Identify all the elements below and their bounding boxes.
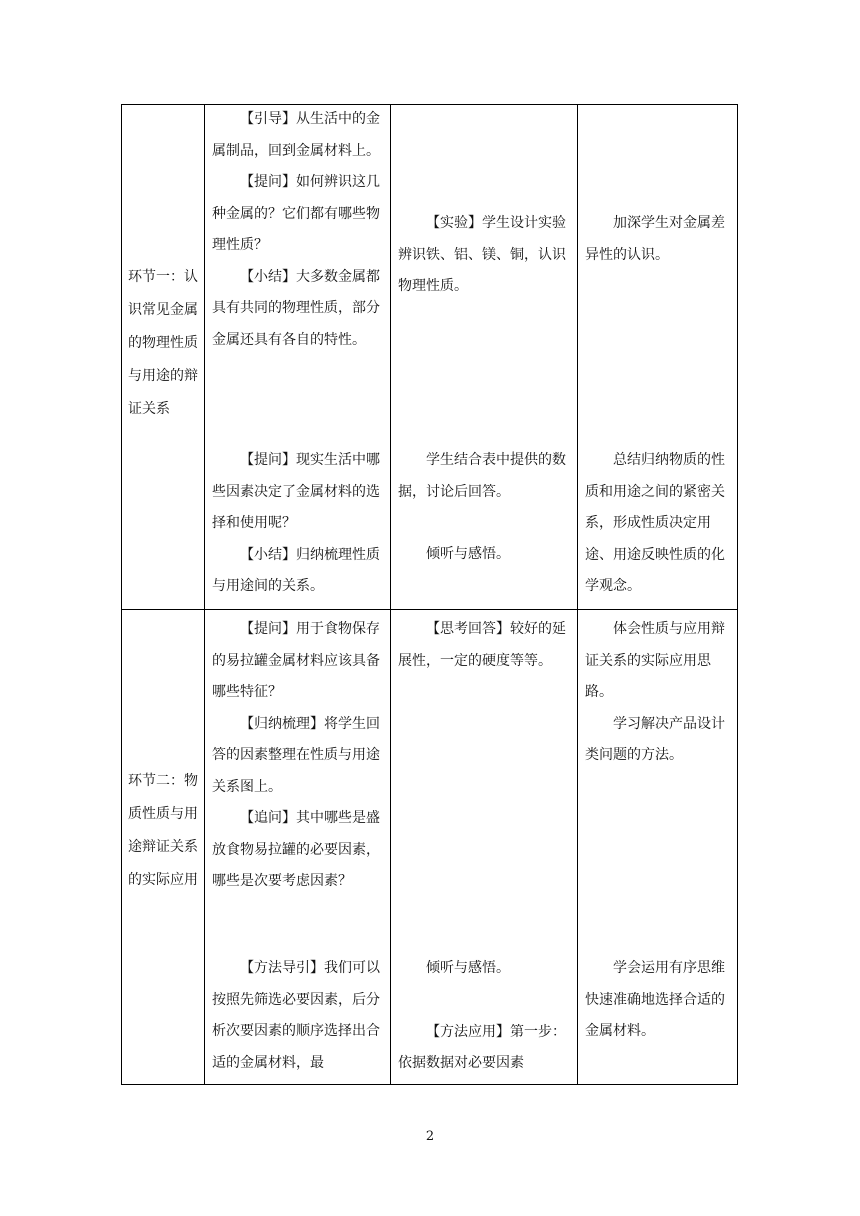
teacher-paragraph: 【提问】如何辨识这几种金属的？它们都有哪些物理性质？ xyxy=(212,174,380,253)
teacher-paragraph: 【小结】大多数金属都具有共同的物理性质，部分金属还具有各自的特性。 xyxy=(212,268,380,348)
student-paragraph: 【思考回答】较好的延展性，一定的硬度等等。 xyxy=(398,621,566,669)
teacher-paragraph: 【归纳梳理】将学生回答的因素整理在性质与用途关系图上。 xyxy=(212,715,380,795)
teacher-paragraph: 【提问】用于食物保存的易拉罐金属材料应该具备哪些特征？ xyxy=(212,621,380,700)
student-paragraph: 【实验】学生设计实验辨识铁、铝、镁、铜，认识物理性质。 xyxy=(398,215,566,294)
teacher-activity-1a xyxy=(212,104,382,356)
page-number: 2 xyxy=(425,1129,435,1144)
design-intent-2b xyxy=(585,953,732,1048)
teacher-activity-2a xyxy=(212,614,382,898)
design-intent-1b xyxy=(585,445,732,603)
teacher-paragraph: 【方法导引】我们可以按照先筛选必要因素，后分析次要因素的顺序选择出合适的金属材料，最 xyxy=(212,960,380,1071)
student-paragraph: 【方法应用】第一步：依据数据对必要因素 xyxy=(398,1023,566,1071)
student-activity-2b xyxy=(398,953,570,1080)
column-divider-3 xyxy=(577,104,578,1085)
teacher-paragraph: 【小结】归纳梳理性质与用途间的关系。 xyxy=(212,546,380,594)
design-intent-2a xyxy=(585,614,732,772)
student-activity-1a xyxy=(398,208,570,303)
teacher-activity-2b xyxy=(212,953,382,1079)
teacher-activity-1b xyxy=(212,445,382,603)
teacher-paragraph: 【提问】现实生活中哪些因素决定了金属材料的选择和使用呢？ xyxy=(212,452,380,531)
intent-paragraph: 学习解决产品设计类问题的方法。 xyxy=(585,715,725,763)
intent-paragraph: 加深学生对金属差异性的认识。 xyxy=(585,215,725,263)
stage-label-2: 环节二：物质性质与用途辩证关系的实际应用 xyxy=(128,773,198,888)
student-activity-1b xyxy=(398,445,570,571)
stage-label-1: 环节一：认识常见金属的物理性质与用途的辩证关系 xyxy=(128,269,198,417)
column-divider-2 xyxy=(390,104,391,1085)
row-divider xyxy=(121,609,738,610)
design-intent-1a xyxy=(585,208,732,271)
intent-paragraph: 总结归纳物质的性质和用途之间的紧密关系，形成性质决定用途、用途反映性质的化学观念。 xyxy=(585,452,725,594)
teacher-paragraph: 【追问】其中哪些是盛放食物易拉罐的必要因素，哪些是次要考虑因素？ xyxy=(212,810,380,889)
teacher-paragraph: 【引导】从生活中的金属制品，回到金属材料上。 xyxy=(212,111,380,159)
student-paragraph: 倾听与感悟。 xyxy=(426,546,510,562)
intent-paragraph: 学会运用有序思维快速准确地选择合适的金属材料。 xyxy=(585,960,725,1039)
column-divider-1 xyxy=(204,104,205,1085)
intent-paragraph: 体会性质与应用辩证关系的实际应用思路。 xyxy=(585,621,725,700)
student-paragraph: 倾听与感悟。 xyxy=(426,960,510,976)
student-activity-2a xyxy=(398,614,570,677)
student-paragraph: 学生结合表中提供的数据，讨论后回答。 xyxy=(398,452,566,500)
